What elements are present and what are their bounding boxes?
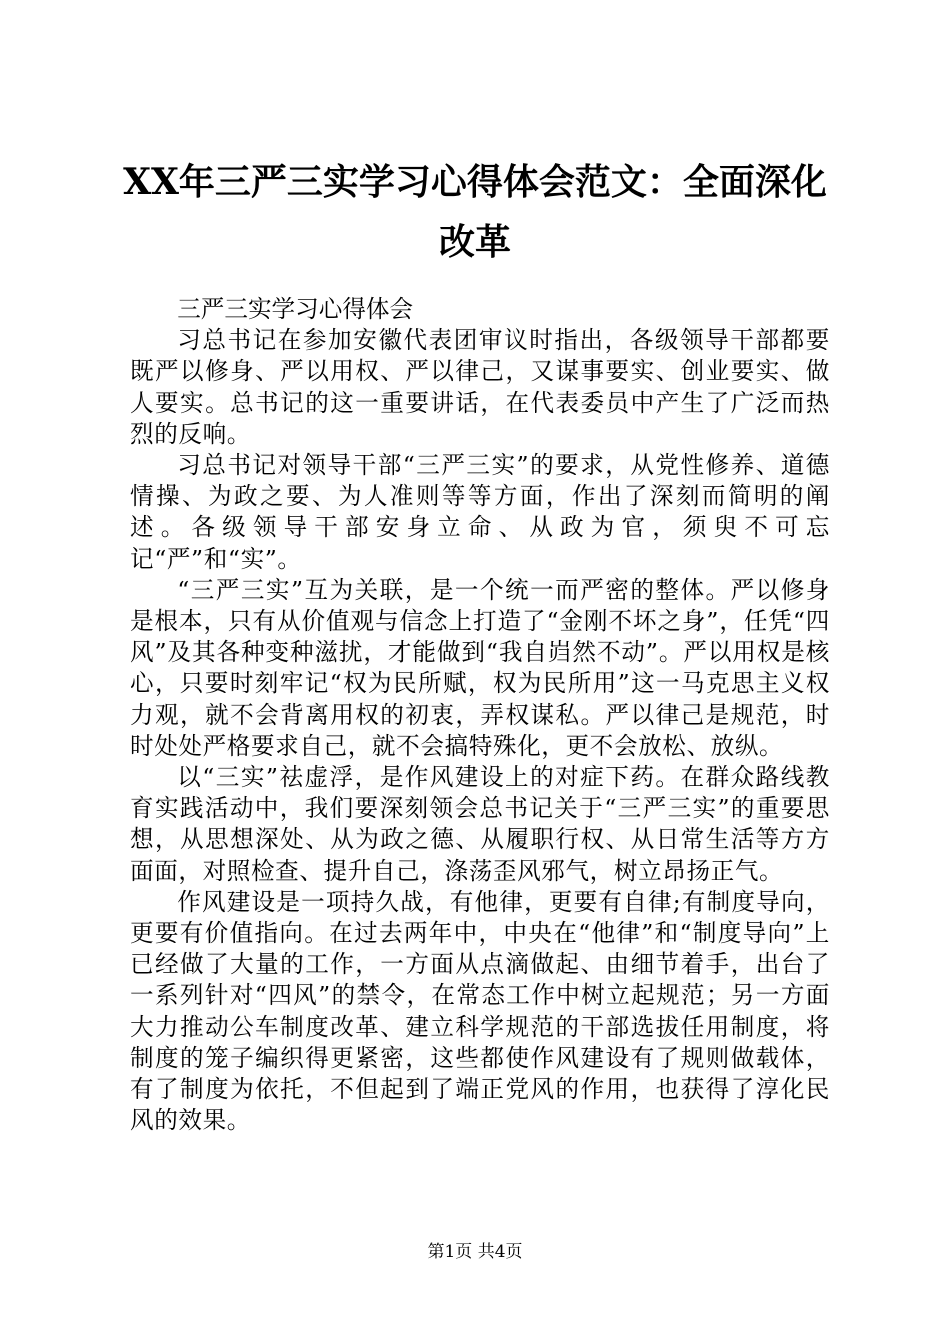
paragraph-5: 作风建设是一项持久战，有他律，更要有自律;有制度导向，更要有价值指向。在过去两年中，中央在“他律”和“制度导向”上已经做了大量的工作，一方面从点滴做起、由细节着手，出台了一系列针对“四风”的禁令，在常态工作中树立起规范；另一方面大力推动公车制度改革、建立科学规范的干部选拔任用制度，将制度的笼子编织得更紧密，这些都使作风建设有了规则做载体，有了制度为依托，不但起到了端正党风的作用，也获得了淳化民风的效果。: [130, 887, 830, 1135]
paragraph-1: 习总书记在参加安徽代表团审议时指出，各级领导干部都要既严以修身、严以用权、严以律己，又谋事要实、创业要实、做人要实。总书记的这一重要讲话，在代表委员中产生了广泛而热烈的反响。: [130, 326, 830, 448]
paragraph-4: 以“三实”祛虚浮，是作风建设上的对症下药。在群众路线教育实践活动中，我们要深刻领会总书记关于“三严三实”的重要思想，从思想深处、从为政之德、从履职行权、从日常生活等方方面面，对照检查、提升自己，涤荡歪风邪气，树立昂扬正气。: [130, 763, 830, 885]
document-title-line-1: XX年三严三实学习心得体会范文：全面深化: [123, 161, 827, 203]
paragraph-2: 习总书记对领导干部“三严三实”的要求，从党性修养、道德情操、为政之要、为人准则等等方面，作出了深刻而简明的阐述。各级领导干部安身立命、从政为官，须臾不可忘记“严”和“实”。: [130, 451, 830, 573]
document-title-line-2: 改革: [438, 221, 511, 263]
document-body: [130, 294, 830, 1136]
section-subtitle: 三严三实学习心得体会: [177, 295, 414, 323]
paragraph-3: “三严三实”互为关联，是一个统一而严密的整体。严以修身是根本，只有从价值观与信念上打造了“金刚不坏之身”，任凭“四风”及其各种变种滋扰，才能做到“我自岿然不动”。严以用权是核心，只要时刻牢记“权为民所赋，权为民所用”这一马克思主义权力观，就不会背离用权的初衷，弄权谋私。严以律己是规范，时时处处严格要求自己，就不会搞特殊化，更不会放松、放纵。: [130, 575, 830, 760]
page-footer: 第1页 共4页: [427, 1242, 523, 1262]
